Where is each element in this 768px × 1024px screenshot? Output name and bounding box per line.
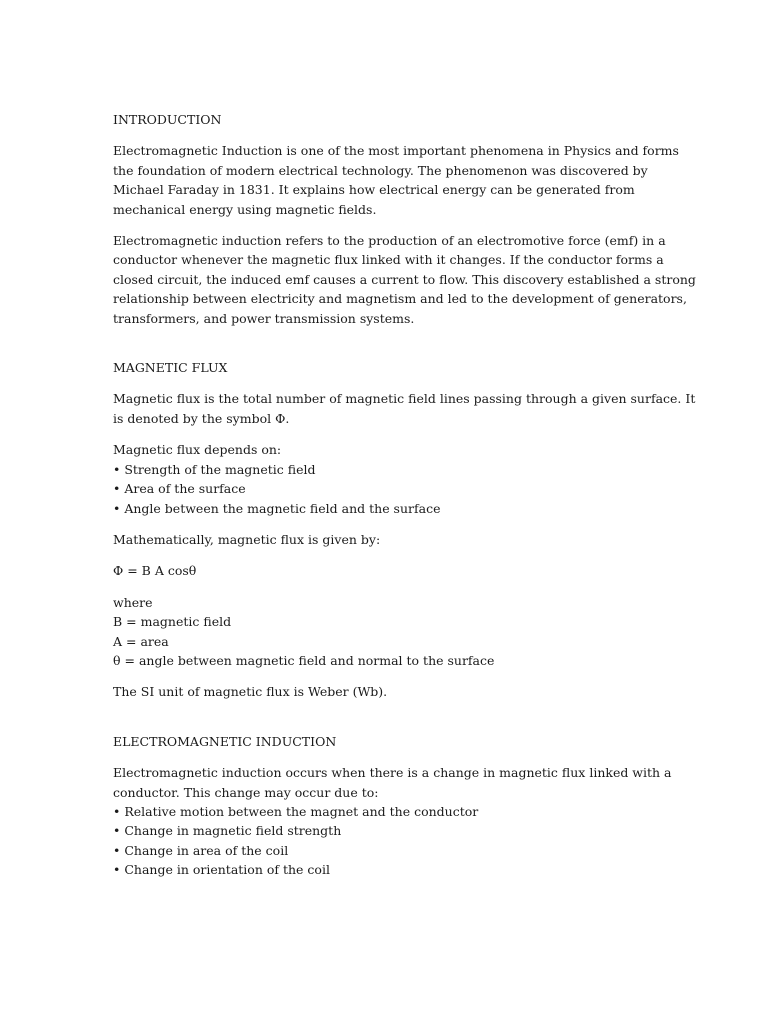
flux-where-block <box>113 593 653 671</box>
flux-si-unit <box>113 682 653 701</box>
text-line: relationship between electricity and magnetism and led to the development of generators, <box>113 291 687 307</box>
text-line: The SI unit of magnetic flux is Weber (Wb). <box>113 684 388 700</box>
heading-electromagnetic-induction <box>113 732 653 751</box>
list-item: • Relative motion between the magnet and the conductor <box>113 803 479 819</box>
list-item: • Change in orientation of the coil <box>113 862 330 878</box>
document-page <box>113 110 696 880</box>
list-item: • Strength of the magnetic field <box>113 461 316 477</box>
intro-paragraph-1 <box>113 141 679 219</box>
text-line: where <box>113 594 153 610</box>
text-line: A = area <box>113 633 169 649</box>
text-line: Michael Faraday in 1831. It explains how electrical energy can be generated from <box>113 182 635 198</box>
flux-paragraph-1 <box>113 389 696 428</box>
text-line: Magnetic flux depends on: <box>113 442 282 458</box>
heading-text: MAGNETIC FLUX <box>113 360 228 376</box>
flux-depends-list <box>113 440 653 518</box>
text-line: mechanical energy using magnetic fields. <box>113 201 377 217</box>
text-line: Magnetic flux is the total number of magnetic field lines passing through a given surface. It <box>113 391 696 407</box>
heading-text: ELECTROMAGNETIC INDUCTION <box>113 733 337 749</box>
flux-formula <box>113 561 653 580</box>
list-item: • Area of the surface <box>113 481 246 497</box>
text-line: Electromagnetic induction occurs when there is a change in magnetic flux linked with a <box>113 765 672 781</box>
text-line: Electromagnetic Induction is one of the most important phenomena in Physics and forms <box>113 143 679 159</box>
intro-paragraph-2 <box>113 231 696 328</box>
text-line: is denoted by the symbol Φ. <box>113 410 290 426</box>
heading-magnetic-flux <box>113 358 653 377</box>
induction-paragraph-1 <box>113 763 672 879</box>
heading-introduction <box>113 110 653 129</box>
text-line: θ = angle between magnetic field and normal to the surface <box>113 652 495 668</box>
text-line: B = magnetic field <box>113 614 232 630</box>
text-line: Electromagnetic induction refers to the production of an electromotive force (emf) in a <box>113 233 666 249</box>
heading-text: INTRODUCTION <box>113 112 222 127</box>
text-line: transformers, and power transmission systems. <box>113 310 415 326</box>
list-item: • Change in magnetic field strength <box>113 823 342 839</box>
list-item: • Angle between the magnetic field and the surface <box>113 500 441 516</box>
text-line: the foundation of modern electrical technology. The phenomenon was discovered by <box>113 162 648 178</box>
formula-text: Φ = B A cosθ <box>113 563 197 579</box>
text-line: conductor whenever the magnetic flux linked with it changes. If the conductor forms a <box>113 252 664 268</box>
list-item: • Change in area of the coil <box>113 842 289 858</box>
text-line: closed circuit, the induced emf causes a current to flow. This discovery established a strong <box>113 271 696 287</box>
flux-math-intro <box>113 530 653 549</box>
text-line: Mathematically, magnetic flux is given by: <box>113 531 381 547</box>
text-line: conductor. This change may occur due to: <box>113 784 379 800</box>
